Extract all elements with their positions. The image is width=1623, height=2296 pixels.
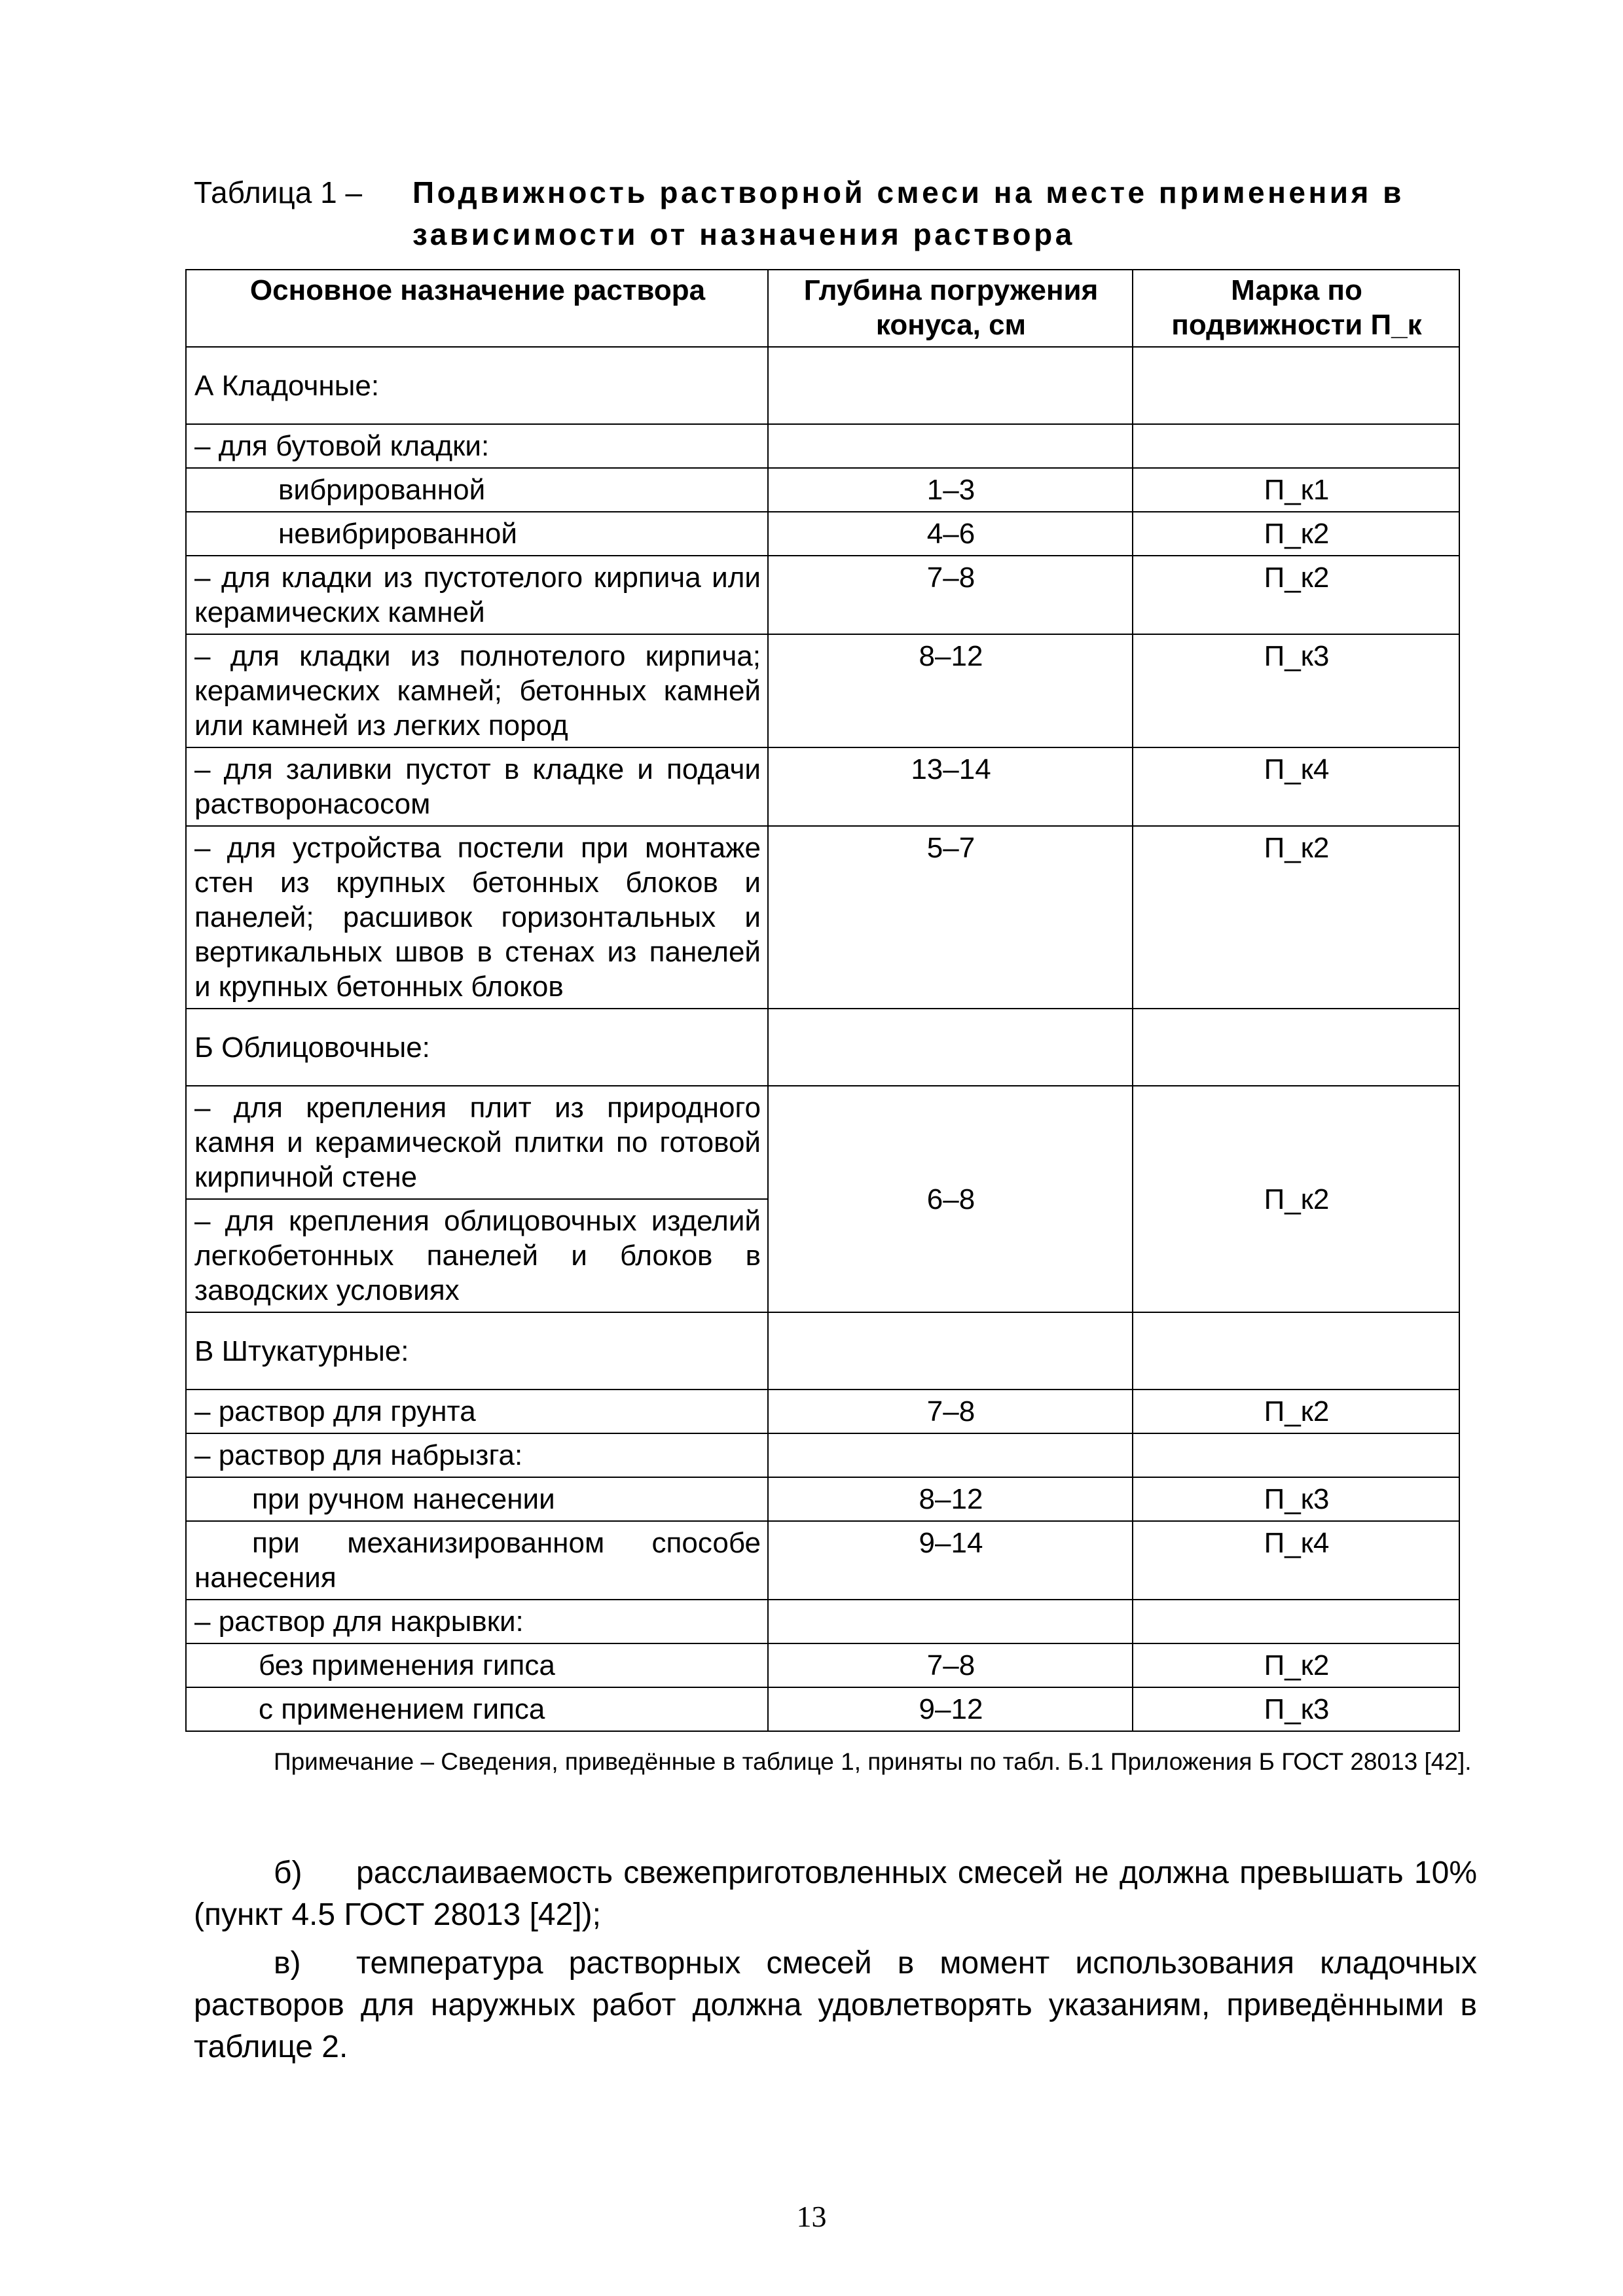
row-grade: П_к3 — [1133, 1687, 1459, 1731]
section-a-title: А Кладочные: — [186, 347, 768, 424]
row-depth: 1–3 — [768, 468, 1133, 512]
row-depth: 5–7 — [768, 826, 1133, 1009]
row-purpose: – для кладки из полнотелого кирпича; керамических камней; бетонных камней или камней из легких пород — [186, 634, 768, 747]
row-purpose: – для устройства постели при монтаже стен из крупных бетонных блоков и панелей; расшивок горизонтальных и вертикальных швов в стенах из панелей и крупных бетонных блоков — [186, 826, 768, 1009]
row-depth: 7–8 — [768, 556, 1133, 634]
row-grade: П_к2 — [1133, 556, 1459, 634]
table-row — [186, 634, 1459, 747]
row-grade: П_к2 — [1133, 512, 1459, 556]
page-number: 13 — [796, 2200, 827, 2233]
table-caption-title: Подвижность растворной смеси на месте применения в зависимости от назначения раствора — [412, 175, 1404, 251]
paragraph-text: температура растворных смесей в момент использования кладочных растворов для наружных работ должна удовлетворять указаниям, приведёнными в таблице 2. — [194, 1946, 1477, 2064]
row-purpose: – раствор для накрывки: — [186, 1600, 768, 1643]
row-purpose: вибрированной — [186, 468, 768, 512]
row-grade: П_к4 — [1133, 1521, 1459, 1600]
row-purpose: без применения гипса — [186, 1643, 768, 1687]
table-row — [186, 556, 1459, 634]
row-purpose: – для бутовой кладки: — [186, 424, 768, 468]
row-depth: 7–8 — [768, 1643, 1133, 1687]
row-depth: 7–8 — [768, 1390, 1133, 1433]
row-depth: 8–12 — [768, 1477, 1133, 1521]
table-row — [186, 1600, 1459, 1643]
header-depth: Глубина погружения конуса, см — [768, 270, 1133, 347]
table-row — [186, 747, 1459, 826]
row-grade: П_к2 — [1133, 826, 1459, 1009]
row-purpose: – раствор для набрызга: — [186, 1433, 768, 1477]
row-grade: П_к1 — [1133, 468, 1459, 512]
table-row — [186, 347, 1459, 424]
row-purpose: при механизированном способе нанесения — [186, 1521, 768, 1600]
table-row — [186, 1643, 1459, 1687]
row-depth: 9–12 — [768, 1687, 1133, 1731]
section-b-title: Б Облицовочные: — [186, 1009, 768, 1086]
table-caption-label: Таблица 1 – — [194, 175, 363, 209]
row-depth: 8–12 — [768, 634, 1133, 747]
row-purpose: – для крепления плит из природного камня и керамической плитки по готовой кирпичной стене — [186, 1086, 768, 1199]
row-depth: 4–6 — [768, 512, 1133, 556]
table-row — [186, 1433, 1459, 1477]
header-grade: Марка по подвижности П_к — [1133, 270, 1459, 347]
row-depth: 13–14 — [768, 747, 1133, 826]
row-depth: 9–14 — [768, 1521, 1133, 1600]
mobility-table — [185, 269, 1460, 1732]
paragraph-text: расслаиваемость свежеприготовленных смесей не должна превышать 10% (пункт 4.5 ГОСТ 28013 [42]); — [194, 1856, 1477, 1932]
table-row — [186, 468, 1459, 512]
table-header-row — [186, 270, 1459, 347]
section-v-title: В Штукатурные: — [186, 1312, 768, 1390]
row-grade: П_к2 — [1133, 1643, 1459, 1687]
paragraph-v — [194, 1943, 1477, 2068]
row-purpose: при ручном нанесении — [186, 1477, 768, 1521]
table-row — [186, 512, 1459, 556]
row-purpose: с применением гипса — [186, 1687, 768, 1731]
table-row — [186, 1477, 1459, 1521]
row-depth: 6–8 — [768, 1086, 1133, 1312]
row-grade: П_к2 — [1133, 1390, 1459, 1433]
row-purpose: – раствор для грунта — [186, 1390, 768, 1433]
table-row — [186, 1521, 1459, 1600]
row-grade: П_к4 — [1133, 747, 1459, 826]
row-purpose: – для кладки из пустотелого кирпича или керамических камней — [186, 556, 768, 634]
row-grade: П_к2 — [1133, 1086, 1459, 1312]
row-purpose: – для заливки пустот в кладке и подачи растворонасосом — [186, 747, 768, 826]
header-purpose: Основное назначение раствора — [186, 270, 768, 347]
table-row — [186, 1312, 1459, 1390]
paragraph-label: б) — [274, 1856, 302, 1890]
table-row — [186, 1390, 1459, 1433]
row-purpose: невибрированной — [186, 512, 768, 556]
row-purpose: – для крепления облицовочных изделий легкобетонных панелей и блоков в заводских условиях — [186, 1199, 768, 1312]
table-row — [186, 1086, 1459, 1199]
table-note — [194, 1742, 1477, 1782]
row-grade: П_к3 — [1133, 634, 1459, 747]
table-row — [186, 1009, 1459, 1086]
table-row — [186, 424, 1459, 468]
table-note-text: Примечание – Сведения, приведённые в таблице 1, приняты по табл. Б.1 Приложения Б ГОСТ 28013 [42]. — [274, 1748, 1472, 1775]
table-row — [186, 826, 1459, 1009]
table-row — [186, 1687, 1459, 1731]
row-grade: П_к3 — [1133, 1477, 1459, 1521]
paragraph-b — [194, 1852, 1477, 1936]
paragraph-label: в) — [274, 1946, 301, 1981]
